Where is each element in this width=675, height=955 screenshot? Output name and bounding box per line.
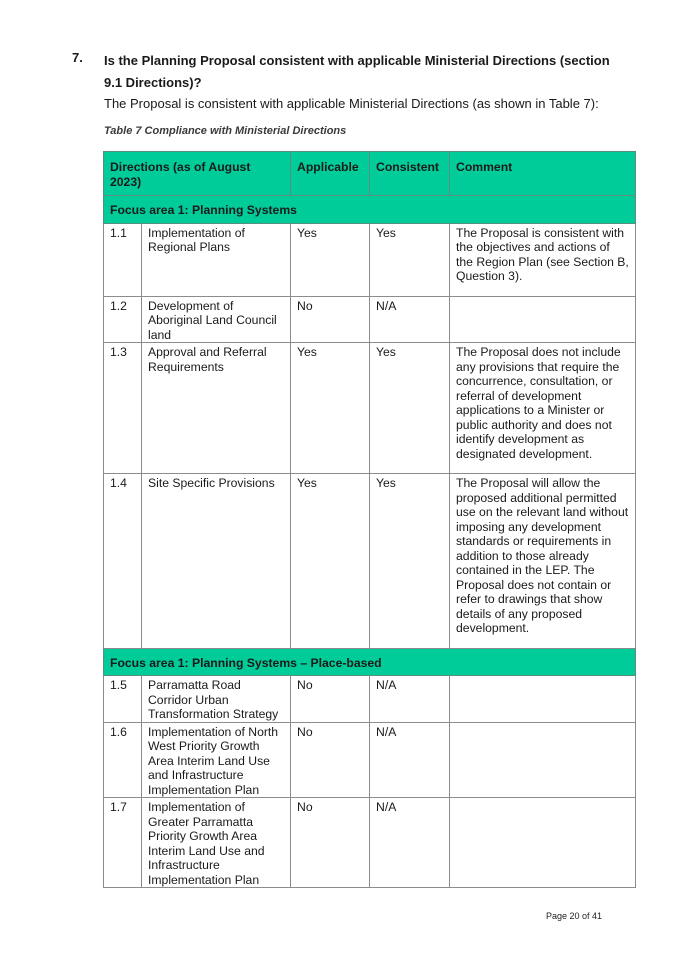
direction-number: 1.5 (104, 676, 142, 723)
applicable-value: No (291, 722, 370, 798)
section-row (104, 648, 636, 676)
applicable-value: Yes (291, 474, 370, 649)
consistent-value: N/A (370, 798, 450, 888)
direction-name: Site Specific Provisions (142, 474, 291, 649)
applicable-value: Yes (291, 223, 370, 296)
comment-text: The Proposal is consistent with the objectives and actions of the Region Plan (see Section B, Question 3). (450, 223, 636, 296)
applicable-value: Yes (291, 343, 370, 474)
table-row (104, 722, 636, 798)
comment-text: The Proposal does not include any provisions that require the concurrence, consultation, or referral of development applications to a Minister or public authority and does not identify development as designated development. (450, 343, 636, 474)
table-row (104, 474, 636, 649)
intro-paragraph: The Proposal is consistent with applicable Ministerial Directions (as shown in Table 7): (104, 96, 599, 111)
consistent-value: N/A (370, 296, 450, 343)
table-row (104, 296, 636, 343)
table-header-row (104, 152, 636, 196)
direction-name: Approval and Referral Requirements (142, 343, 291, 474)
header-applicable: Applicable (291, 152, 370, 196)
consistent-value: N/A (370, 676, 450, 723)
comment-text (450, 296, 636, 343)
header-consistent: Consistent (370, 152, 450, 196)
table-row (104, 223, 636, 296)
header-comment: Comment (450, 152, 636, 196)
direction-name: Implementation of Regional Plans (142, 223, 291, 296)
consistent-value: Yes (370, 474, 450, 649)
direction-name: Implementation of North West Priority Growth Area Interim Land Use and Infrastructure Implementation Plan (142, 722, 291, 798)
direction-name: Development of Aboriginal Land Council land (142, 296, 291, 343)
consistent-value: Yes (370, 343, 450, 474)
table-row (104, 676, 636, 723)
table-caption: Table 7 Compliance with Ministerial Directions (104, 125, 347, 137)
section-title: Focus area 1: Planning Systems – Place-based (104, 648, 636, 676)
direction-name: Implementation of Greater Parramatta Priority Growth Area Interim Land Use and Infrastructure Implementation Plan (142, 798, 291, 888)
comment-text (450, 676, 636, 723)
question-heading: Is the Planning Proposal consistent with applicable Ministerial Directions (section 9.1 Directions)? (104, 53, 610, 90)
comment-text (450, 798, 636, 888)
ministerial-directions-table (103, 151, 636, 888)
direction-number: 1.2 (104, 296, 142, 343)
direction-number: 1.7 (104, 798, 142, 888)
header-directions: Directions (as of August 2023) (104, 152, 291, 196)
page-number: Page 20 of 41 (546, 911, 603, 921)
direction-number: 1.1 (104, 223, 142, 296)
applicable-value: No (291, 798, 370, 888)
table-row (104, 343, 636, 474)
applicable-value: No (291, 296, 370, 343)
table-row (104, 798, 636, 888)
applicable-value: No (291, 676, 370, 723)
consistent-value: N/A (370, 722, 450, 798)
comment-text (450, 722, 636, 798)
section-row (104, 196, 636, 224)
comment-text: The Proposal will allow the proposed additional permitted use on the relevant land without imposing any development standards or requirements in addition to those already contained in the LEP. The Proposal does not contain or refer to drawings that show details of any proposed development. (450, 474, 636, 649)
direction-number: 1.3 (104, 343, 142, 474)
question-number: 7. (72, 50, 83, 65)
direction-number: 1.4 (104, 474, 142, 649)
consistent-value: Yes (370, 223, 450, 296)
section-title: Focus area 1: Planning Systems (104, 196, 636, 224)
direction-number: 1.6 (104, 722, 142, 798)
direction-name: Parramatta Road Corridor Urban Transformation Strategy (142, 676, 291, 723)
